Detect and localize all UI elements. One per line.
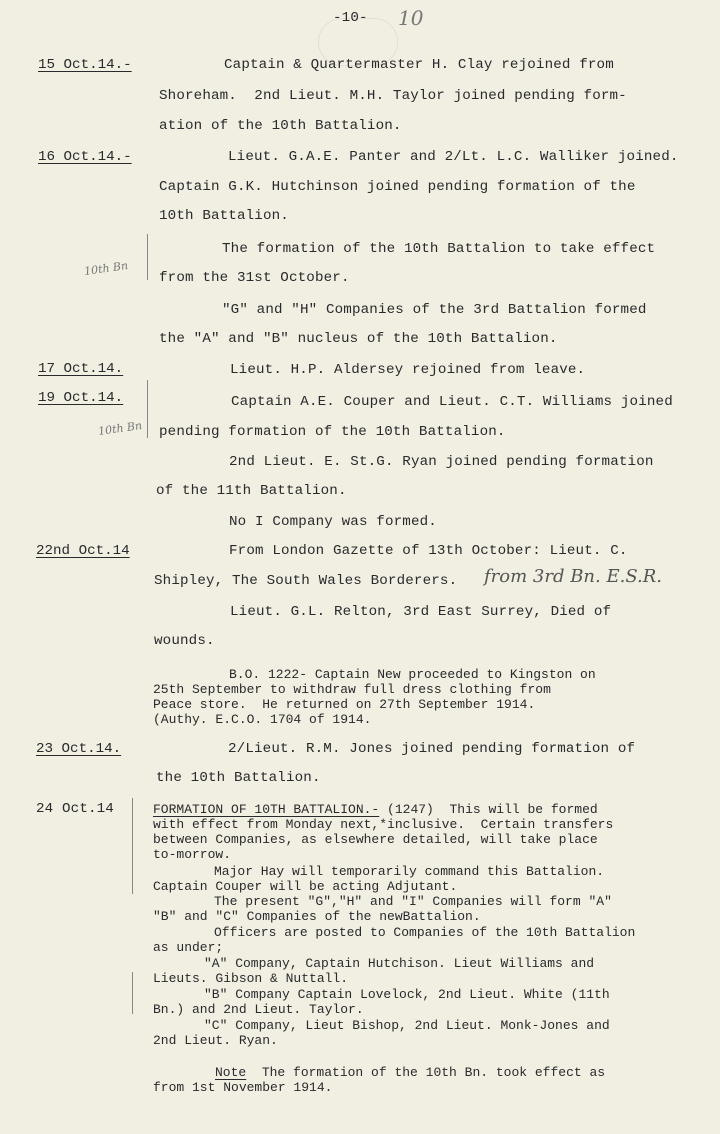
entry-text: between Companies, as elsewhere detailed, will take place — [153, 832, 598, 847]
entry-text: The present "G","H" and "I" Companies will form "A" — [214, 894, 612, 909]
entry-text: pending formation of the 10th Battalion. — [159, 424, 506, 440]
entry-text: "C" Company, Lieut Bishop, 2nd Lieut. Monk-Jones and — [204, 1018, 610, 1033]
entry-text: 10th Battalion. — [159, 208, 289, 224]
entry-date: 15 Oct.14.- — [38, 57, 132, 73]
entry-text — [153, 802, 598, 817]
entry-text: Shoreham. 2nd Lieut. M.H. Taylor joined pending form- — [159, 88, 627, 104]
entry-text: the "A" and "B" nucleus of the 10th Battalion. — [159, 331, 558, 347]
margin-bracket — [147, 234, 148, 280]
entry-text: Shipley, The South Wales Borderers. — [154, 573, 458, 589]
page-number: -10- — [333, 10, 368, 26]
entry-text: "B" and "C" Companies of the newBattalion. — [153, 909, 481, 924]
entry-text: "G" and "H" Companies of the 3rd Battalion formed — [222, 302, 647, 318]
entry-text: the 10th Battalion. — [156, 770, 321, 786]
entry-text: Bn.) and 2nd Lieut. Taylor. — [153, 1002, 364, 1017]
entry-text: Lieut. G.L. Relton, 3rd East Surrey, Died of — [230, 604, 612, 620]
entry-text: No I Company was formed. — [229, 514, 437, 530]
margin-note: 10th Bn — [83, 258, 129, 279]
handwritten-annotation: from 3rd Bn. E.S.R. — [484, 566, 663, 587]
margin-bracket — [147, 380, 148, 438]
entry-text: Lieut. G.A.E. Panter and 2/Lt. L.C. Walliker joined. — [228, 149, 679, 165]
margin-bracket — [132, 798, 133, 894]
entry-text: B.O. 1222- Captain New proceeded to Kingston on — [229, 667, 596, 682]
entry-text: Captain A.E. Couper and Lieut. C.T. Williams joined — [231, 394, 673, 410]
entry-date: 17 Oct.14. — [38, 361, 124, 377]
entry-text: Captain Couper will be acting Adjutant. — [153, 879, 458, 894]
entry-date: 16 Oct.14.- — [38, 149, 132, 165]
margin-bracket — [132, 972, 133, 1014]
entry-text: from the 31st October. — [159, 270, 350, 286]
entry-text: Officers are posted to Companies of the 10th Battalion — [214, 925, 636, 940]
note-text-rest: The formation of the 10th Bn. took effect as — [246, 1065, 606, 1080]
note-label: Note — [215, 1065, 247, 1080]
section-heading: FORMATION OF 10TH BATTALION.- — [153, 802, 380, 817]
entry-text: From London Gazette of 13th October: Lieut. C. — [229, 543, 628, 559]
entry-date: 23 Oct.14. — [36, 741, 122, 757]
entry-text: to-morrow. — [153, 847, 232, 862]
entry-text: 25th September to withdraw full dress clothing from — [153, 682, 551, 697]
entry-text: Captain G.K. Hutchinson joined pending formation of the — [159, 179, 636, 195]
entry-text: The formation of the 10th Battalion to take effect — [222, 241, 656, 257]
entry-text: 2/Lieut. R.M. Jones joined pending formation of — [228, 741, 636, 757]
note-text: from 1st November 1914. — [153, 1080, 333, 1095]
entry-text: 2nd Lieut. E. St.G. Ryan joined pending formation — [229, 454, 654, 470]
entry-text: Lieuts. Gibson & Nuttall. — [153, 971, 349, 986]
entry-text: "B" Company Captain Lovelock, 2nd Lieut. White (11th — [204, 987, 610, 1002]
entry-text: as under; — [153, 940, 224, 955]
handwritten-page-number: 10 — [398, 6, 424, 30]
entry-text: Major Hay will temporarily command this Battalion. — [214, 864, 605, 879]
entry-date: 19 Oct.14. — [38, 390, 124, 406]
entry-text: 2nd Lieut. Ryan. — [153, 1033, 278, 1048]
entry-date: 24 Oct.14 — [36, 801, 114, 817]
entry-text: Lieut. H.P. Aldersey rejoined from leave. — [230, 362, 586, 378]
entry-text: ation of the 10th Battalion. — [159, 118, 402, 134]
margin-note: 10th Bn — [97, 418, 143, 439]
entry-date: 22nd Oct.14 — [36, 543, 130, 559]
entry-text: with effect from Monday next,*inclusive. Certain transfers — [153, 817, 614, 832]
entry-text-rest: (1247) This will be formed — [379, 802, 598, 817]
entry-text: "A" Company, Captain Hutchison. Lieut Williams and — [204, 956, 595, 971]
entry-text: (Authy. E.C.O. 1704 of 1914. — [153, 712, 372, 727]
entry-text: Peace store. He returned on 27th September 1914. — [153, 697, 536, 712]
entry-text: Captain & Quartermaster H. Clay rejoined from — [224, 57, 614, 73]
entry-text: wounds. — [154, 633, 215, 649]
note-text — [215, 1065, 605, 1080]
entry-text: of the 11th Battalion. — [156, 483, 347, 499]
